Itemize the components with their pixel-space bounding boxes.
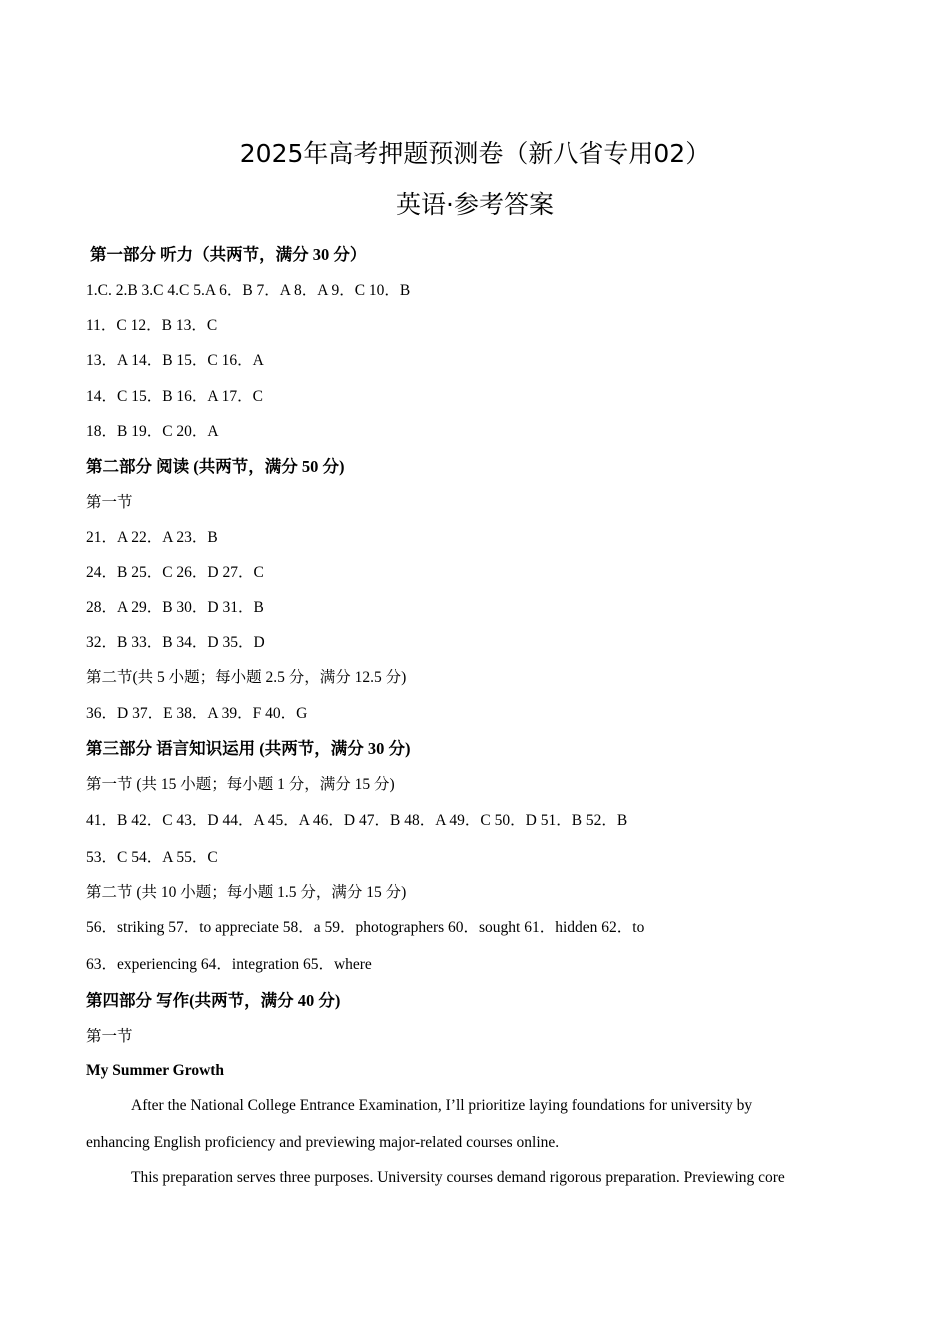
essay-paragraph-line: This preparation serves three purposes. University courses demand rigorous preparation. Previewing core bbox=[131, 1169, 785, 1186]
part1-heading: 第一部分 听力（共两节，满分 30 分） bbox=[90, 245, 367, 264]
essay-paragraph-line: After the National College Entrance Examination, I’ll prioritize laying foundations for university by bbox=[131, 1097, 753, 1114]
part3-answer-row: 41．B 42．C 43．D 44．A 45．A 46．D 47．B 48．A 49．C 50．D 51．B 52．B bbox=[86, 812, 628, 829]
essay-paragraph-line: enhancing English proficiency and previewing major-related courses online. bbox=[86, 1134, 560, 1151]
part2-answer-row: 24．B 25．C 26．D 27．C bbox=[86, 564, 264, 581]
part2-answer-row: 21．A 22．A 23．B bbox=[86, 529, 218, 546]
part3-section2-answer-row: 56．striking 57．to appreciate 58．a 59．photographers 60．sought 61．hidden 62．to bbox=[86, 919, 645, 936]
part2-section1-label: 第一节 bbox=[86, 494, 133, 511]
part2-answer-row: 32．B 33．B 34．D 35．D bbox=[86, 634, 265, 651]
part1-answer-row: 1.C. 2.B 3.C 4.C 5.A 6．B 7．A 8．A 9．C 10．B bbox=[86, 282, 411, 299]
part2-heading: 第二部分 阅读 (共两节，满分 50 分) bbox=[86, 457, 345, 476]
part3-section1-label: 第一节 (共 15 小题；每小题 1 分，满分 15 分) bbox=[86, 776, 395, 793]
part4-heading: 第四部分 写作(共两节，满分 40 分) bbox=[86, 991, 341, 1010]
document-subtitle: 英语·参考答案 bbox=[396, 190, 554, 219]
part2-section2-label: 第二节(共 5 小题；每小题 2.5 分，满分 12.5 分) bbox=[86, 669, 407, 686]
part3-section2-label: 第二节 (共 10 小题；每小题 1.5 分，满分 15 分) bbox=[86, 884, 407, 901]
part1-answer-row: 11．C 12．B 13．C bbox=[86, 317, 218, 334]
part3-answer-row: 53．C 54．A 55．C bbox=[86, 849, 218, 866]
part2-section2-answer-row: 36．D 37．E 38．A 39．F 40．G bbox=[86, 705, 308, 722]
part1-answer-row: 13．A 14．B 15．C 16．A bbox=[86, 352, 264, 369]
document-title: 2025年高考押题预测卷（新八省专用02） bbox=[239, 139, 711, 168]
part4-section1-label: 第一节 bbox=[86, 1028, 133, 1045]
part1-answer-row: 14．C 15．B 16．A 17．C bbox=[86, 388, 263, 405]
part1-answer-row: 18．B 19．C 20．A bbox=[86, 423, 219, 440]
part2-answer-row: 28．A 29．B 30．D 31．B bbox=[86, 599, 264, 616]
part3-heading: 第三部分 语言知识运用 (共两节，满分 30 分) bbox=[86, 739, 411, 758]
essay-title: My Summer Growth bbox=[86, 1062, 225, 1079]
part3-section2-answer-row: 63．experiencing 64．integration 65．where bbox=[86, 956, 372, 973]
